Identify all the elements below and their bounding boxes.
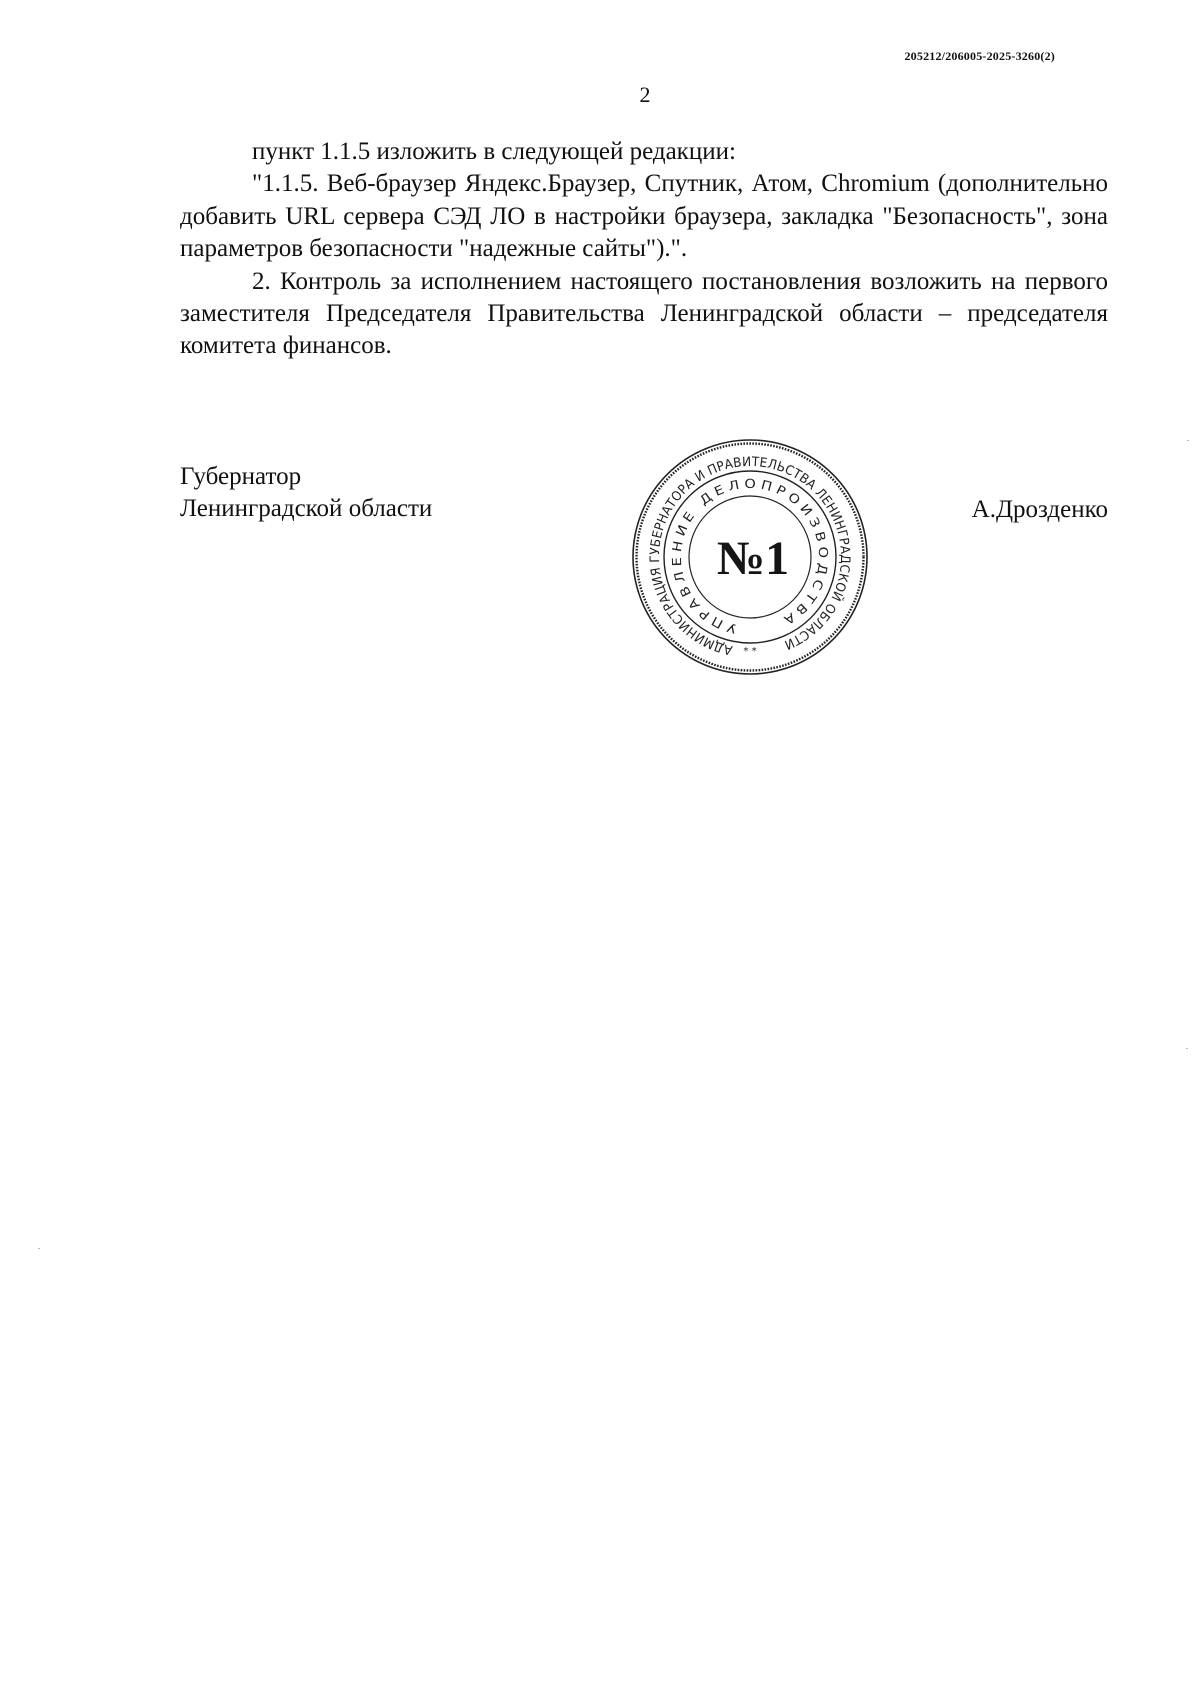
signatory-title [180, 461, 432, 526]
seal-outer-text: АДМИНИСТРАЦИЯ ГУБЕРНАТОРА И ПРАВИТЕЛЬСТВА ЛЕНИНГРАДСКОЙ ОБЛАСТИ [647, 454, 853, 658]
document-id: 205212/206005-2025-3260(2) [904, 49, 1055, 63]
signatory-title-line1: Губернатор [180, 463, 302, 490]
official-seal [629, 436, 871, 678]
seal-stars: * * [743, 646, 757, 657]
scan-speck [38, 1248, 40, 1249]
paragraph-control: 2. Контроль за исполнением настоящего постановления возложить на первого заместителя Председателя Правительства Ленинградской области – председателя комитета финансов. [180, 267, 1108, 360]
signatory-name: А.Дрозденко [971, 496, 1108, 523]
scan-speck [1186, 1048, 1188, 1049]
seal-graphic [629, 436, 871, 678]
seal-inner-text: УПРАВЛЕНИЕ ДЕЛОПРОИЗВОДСТВА [668, 475, 832, 637]
scan-speck [1187, 440, 1189, 441]
signatory-title-line2: Ленинградской области [180, 495, 433, 523]
paragraph-item-1-1-5: "1.1.5. Веб-браузер Яндекс.Браузер, Спутник, Атом, Chromium (дополнительно добавить URL сервера СЭД ЛО в настройки браузера, закладка "Безопасность", зона параметров безопасности "надежные сайты").". [180, 170, 1108, 263]
paragraph-intro: пункт 1.1.5 изложить в следующей редакции: [252, 138, 736, 165]
document-body [180, 136, 1108, 363]
page-number: 2 [639, 82, 651, 107]
seal-number: №1 [716, 532, 790, 585]
